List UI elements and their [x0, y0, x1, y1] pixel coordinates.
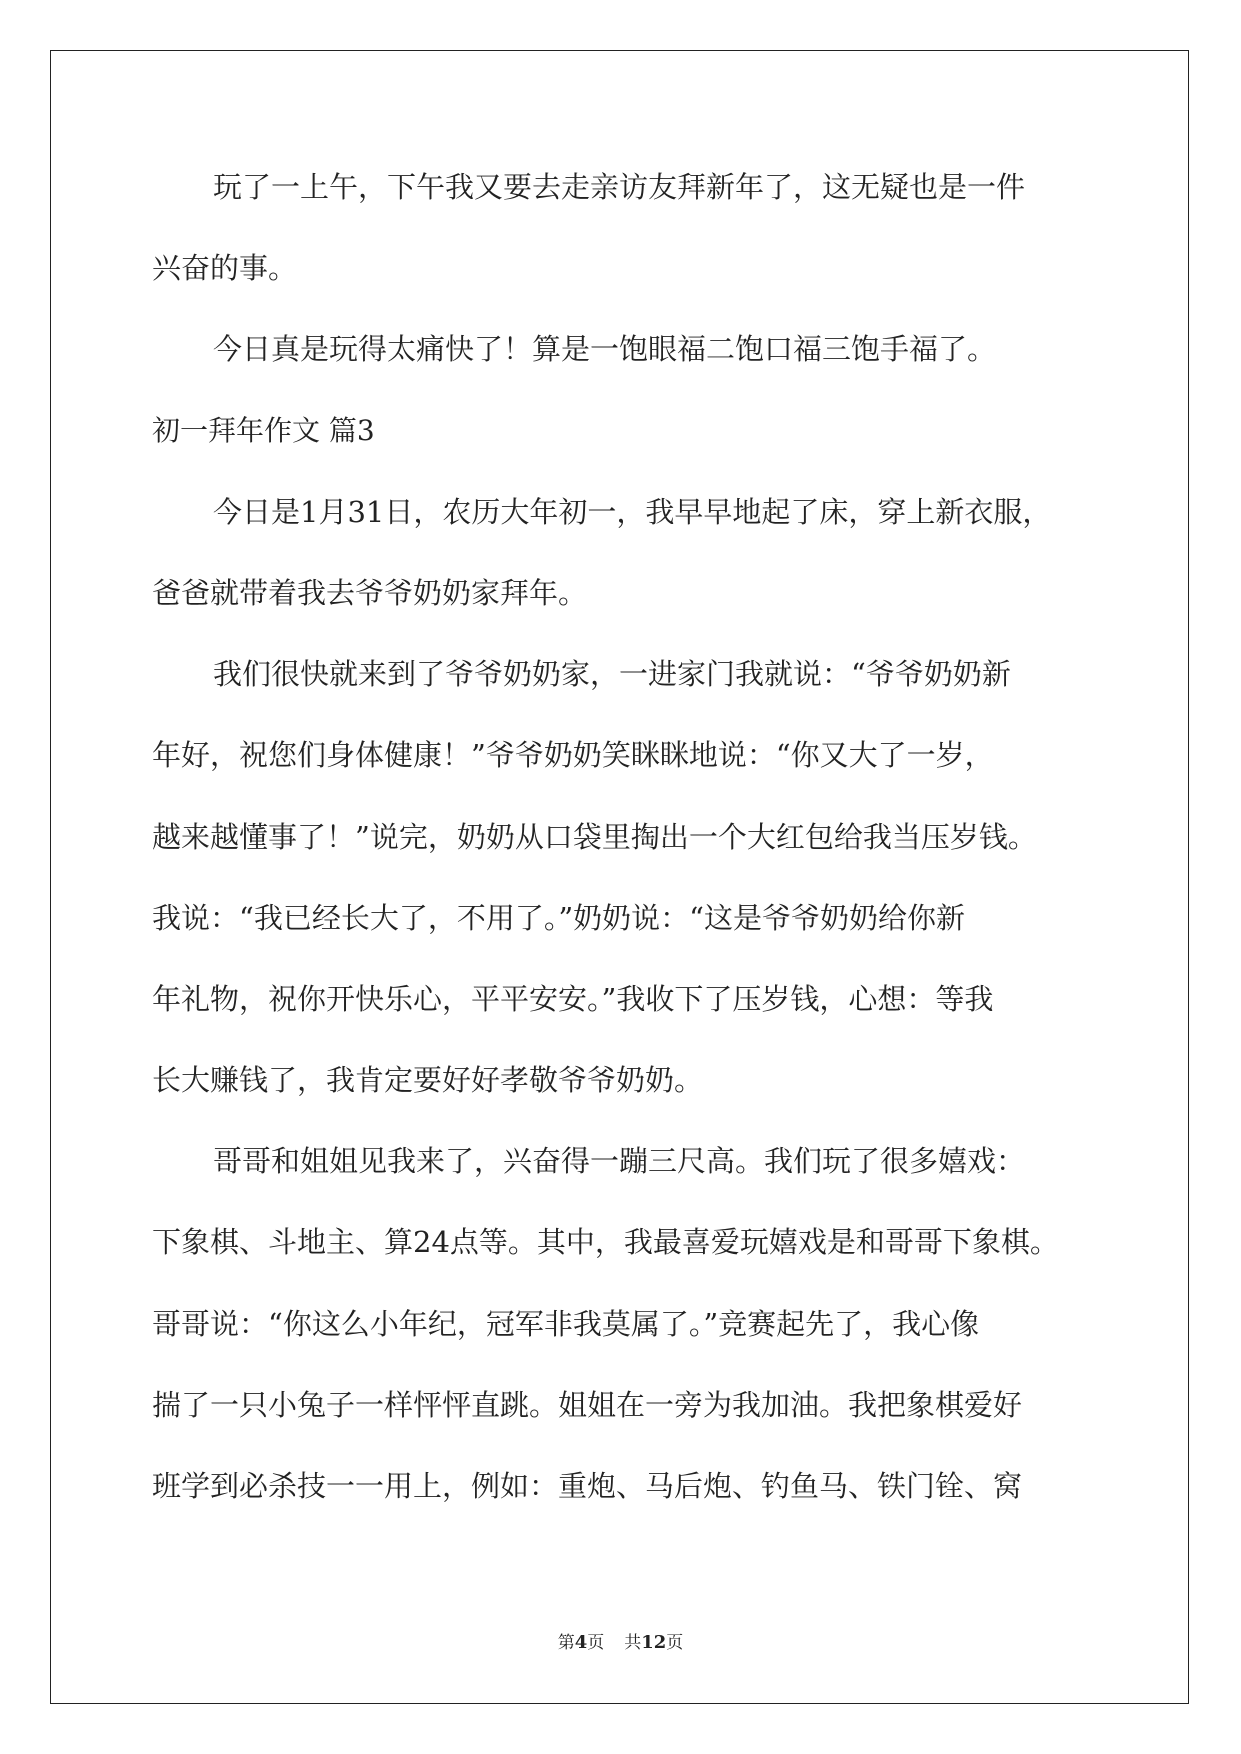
page-label-prefix: 第 — [557, 1633, 575, 1653]
section-heading: 初一拜年作文 篇3 — [152, 413, 375, 447]
paragraph-line: 我说：“我已经长大了，不用了。”奶奶说：“这是爷爷奶奶给你新 — [152, 900, 965, 935]
total-label-suffix: 页 — [666, 1633, 684, 1653]
paragraph-line: 兴奋的事。 — [152, 251, 298, 286]
total-pages: 12 — [641, 1632, 667, 1653]
document-body — [152, 158, 1092, 1538]
paragraph-line: 我们很快就来到了爷爷奶奶家，一进家门我就说：“爷爷奶奶新 — [213, 657, 1011, 692]
paragraph-line: 班学到必杀技一一用上，例如：重炮、马后炮、钓鱼马、铁门铨、窝 — [152, 1469, 1023, 1503]
paragraph-line: 揣了一只小兔子一样怦怦直跳。姐姐在一旁为我加油。我把象棋爱好 — [152, 1387, 1023, 1422]
paragraph-line: 长大赚钱了，我肯定要好好孝敬爷爷奶奶。 — [152, 1063, 704, 1098]
paragraph-line: 越来越懂事了！”说完，奶奶从口袋里掏出一个大红包给我当压岁钱。 — [152, 819, 1037, 854]
paragraph-line: 哥哥说：“你这么小年纪，冠军非我莫属了。”竞赛起先了，我心像 — [152, 1306, 980, 1341]
paragraph-line: 今日是1月31日，农历大年初一，我早早地起了床，穿上新衣服， — [213, 494, 1052, 529]
paragraph-line: 哥哥和姐姐见我来了，兴奋得一蹦三尺高。我们玩了很多嬉戏： — [213, 1144, 1026, 1179]
paragraph-line: 玩了一上午，下午我又要去走亲访友拜新年了，这无疑也是一件 — [213, 170, 1026, 204]
paragraph-line: 年礼物，祝你开快乐心，平平安安。”我收下了压岁钱，心想：等我 — [152, 981, 994, 1016]
page-number: 4 — [574, 1632, 588, 1653]
paragraph-line: 下象棋、斗地主、算24点等。其中，我最喜爱玩嬉戏是和哥哥下象棋。 — [152, 1225, 1059, 1260]
page-footer — [0, 1628, 1241, 1653]
page-label-suffix: 页 — [587, 1633, 605, 1653]
paragraph-line: 爸爸就带着我去爷爷奶奶家拜年。 — [152, 575, 588, 610]
paragraph-line: 年好，祝您们身体健康！”爷爷奶奶笑眯眯地说：“你又大了一岁， — [152, 738, 994, 773]
total-label-prefix: 共 — [624, 1633, 642, 1653]
paragraph-line: 今日真是玩得太痛快了！算是一饱眼福二饱口福三饱手福了。 — [213, 332, 997, 367]
